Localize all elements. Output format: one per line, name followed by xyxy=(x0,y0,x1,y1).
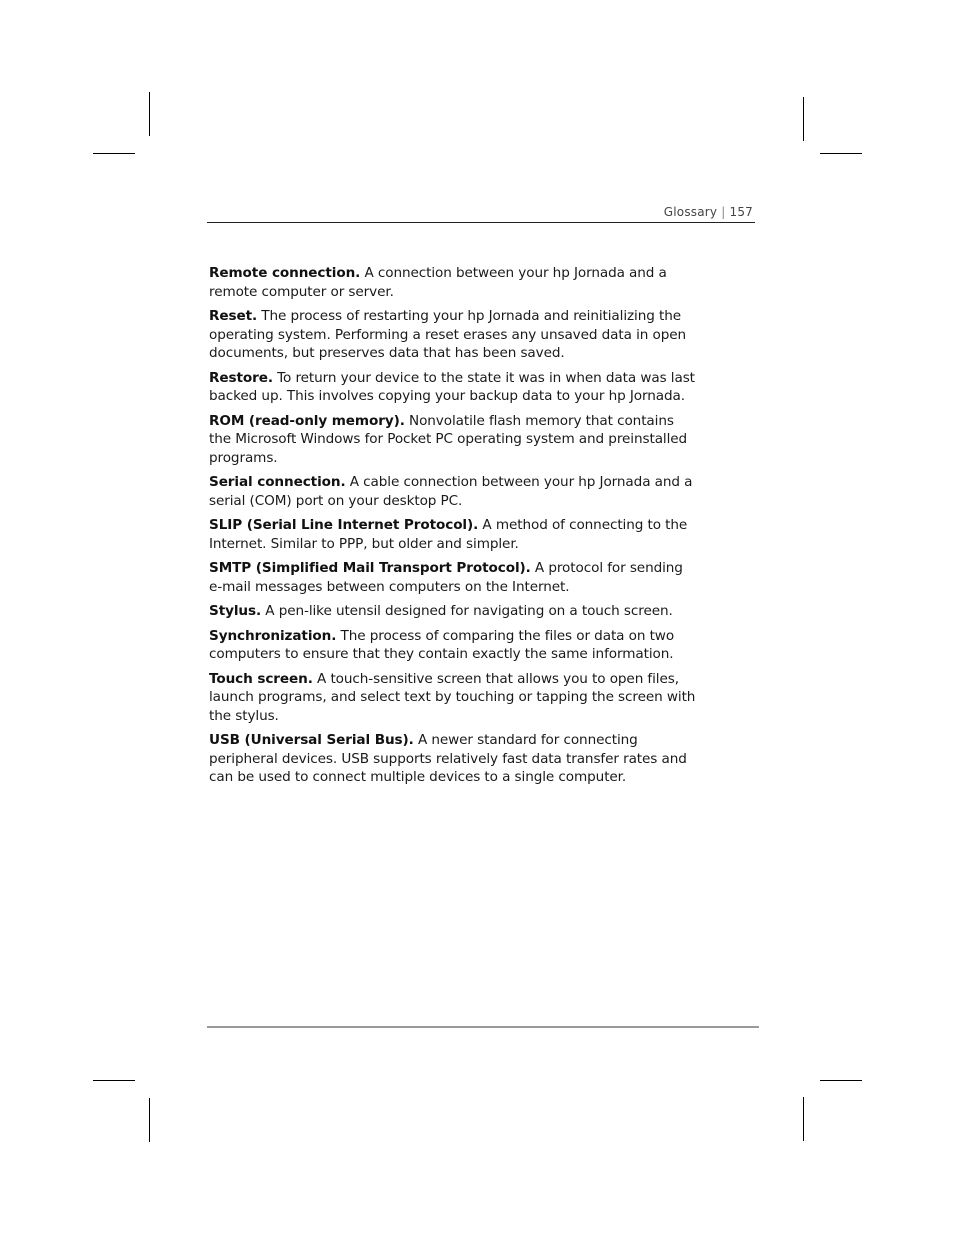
glossary-entry-touch-screen xyxy=(209,670,699,726)
glossary-term: USB (Universal Serial Bus). xyxy=(209,732,414,748)
glossary-definition: A newer standard for connecting peripheral devices. USB supports relatively fast data transfer rates and can be used to connect multiple devices to a single computer. xyxy=(209,732,687,785)
crop-mark-bottom-right-horizontal xyxy=(820,1080,862,1081)
glossary-term: Serial connection. xyxy=(209,474,346,490)
glossary-entry-usb xyxy=(209,731,699,787)
glossary-term: Touch screen. xyxy=(209,670,313,687)
glossary-term: SLIP (Serial Line Internet Protocol). xyxy=(209,517,479,533)
glossary-list xyxy=(209,264,699,793)
glossary-entry-smtp xyxy=(209,559,699,596)
running-head-section: Glossary xyxy=(663,205,718,219)
crop-mark-bottom-left-vertical xyxy=(149,1098,150,1142)
glossary-definition: A protocol for sending e-mail messages between computers on the Internet. xyxy=(209,560,683,595)
glossary-entry-remote-connection xyxy=(209,264,699,301)
glossary-definition: The process of comparing the files or data on two computers to ensure that they contain exactly the same information. xyxy=(209,627,675,662)
glossary-definition: To return your device to the state it was in when data was last backed up. This involves copying your backup data to your hp Jornada. xyxy=(209,369,695,404)
glossary-term: Stylus. xyxy=(209,603,262,619)
glossary-term: Restore. xyxy=(209,369,273,386)
crop-mark-top-left-vertical xyxy=(149,92,150,136)
crop-mark-bottom-right-vertical xyxy=(803,1097,804,1141)
glossary-definition: A method of connecting to the Internet. Similar to PPP, but older and simpler. xyxy=(209,517,688,552)
glossary-entry-serial-connection xyxy=(209,473,699,510)
glossary-definition: Nonvolatile flash memory that contains the Microsoft Windows for Pocket PC operating system and preinstalled programs. xyxy=(209,412,688,466)
page-number: 157 xyxy=(729,205,753,219)
glossary-entry-rom xyxy=(209,412,699,468)
glossary-term: Synchronization. xyxy=(209,627,337,644)
glossary-entry-slip xyxy=(209,516,699,553)
glossary-entry-stylus xyxy=(209,602,699,621)
glossary-entry-synchronization xyxy=(209,627,699,664)
header-rule xyxy=(207,222,755,223)
glossary-definition: A pen-like utensil designed for navigating on a touch screen. xyxy=(265,603,673,619)
glossary-entry-reset xyxy=(209,307,699,363)
glossary-definition: A cable connection between your hp Jornada and a serial (COM) port on your desktop PC. xyxy=(209,474,693,509)
footer-rule xyxy=(207,1026,759,1028)
glossary-definition: A touch-sensitive screen that allows you to open files, launch programs, and select text by touching or tapping the screen with the stylus. xyxy=(209,670,696,724)
crop-mark-top-right-vertical xyxy=(803,97,804,141)
glossary-term: Reset. xyxy=(209,308,258,324)
glossary-term: Remote connection. xyxy=(209,265,361,281)
crop-mark-top-left-horizontal xyxy=(93,153,135,154)
crop-mark-bottom-left-horizontal xyxy=(93,1080,135,1081)
glossary-definition: The process of restarting your hp Jornada and reinitializing the operating system. Performing a reset erases any unsaved data in open documents, but preserves data that has been saved. xyxy=(209,308,687,361)
glossary-term: SMTP (Simplified Mail Transport Protocol). xyxy=(209,560,531,576)
glossary-entry-restore xyxy=(209,369,699,406)
running-head-separator: | xyxy=(721,205,726,219)
running-head xyxy=(664,205,753,219)
crop-mark-top-right-horizontal xyxy=(820,153,862,154)
glossary-definition: A connection between your hp Jornada and a remote computer or server. xyxy=(209,265,667,300)
glossary-term: ROM (read-only memory). xyxy=(209,412,405,429)
